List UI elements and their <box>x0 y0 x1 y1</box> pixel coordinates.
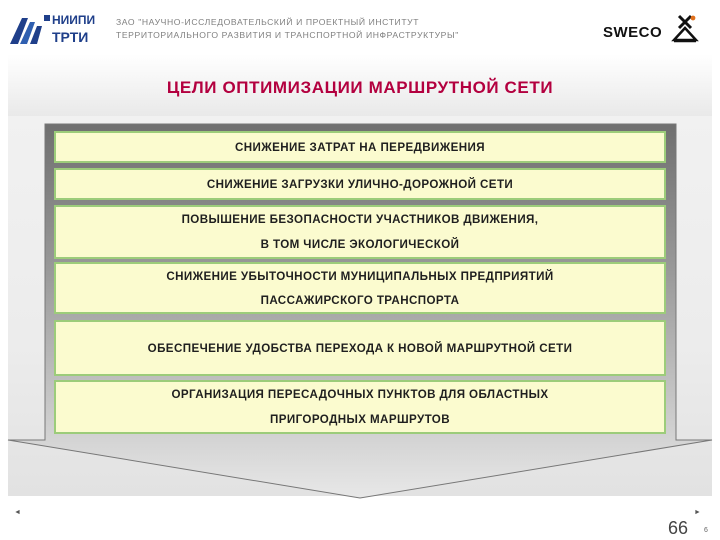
goal-text: СНИЖЕНИЕ УБЫТОЧНОСТИ МУНИЦИПАЛЬНЫХ ПРЕДПРИЯТИЙ <box>166 269 554 283</box>
page-number: 66 <box>668 518 689 538</box>
goal-text: ПАССАЖИРСКОГО ТРАНСПОРТА <box>260 293 460 307</box>
next-slide-icon[interactable]: ► <box>694 509 701 516</box>
organization-line-2: ТЕРРИТОРИАЛЬНОГО РАЗВИТИЯ И ТРАНСПОРТНОЙ ИНФРАСТРУКТУРЫ" <box>116 30 459 40</box>
previous-slide-icon[interactable]: ◄ <box>14 509 21 516</box>
slide-title: ЦЕЛИ ОПТИМИЗАЦИИ МАРШРУТНОЙ СЕТИ <box>166 78 554 97</box>
goal-box <box>54 320 666 376</box>
sweco-logo-text: SWECO <box>603 24 663 41</box>
goal-text: ОБЕСПЕЧЕНИЕ УДОБСТВА ПЕРЕХОДА К НОВОЙ МАРШРУТНОЙ СЕТИ <box>147 341 573 355</box>
logo-top-text: НИИПИ <box>52 13 96 27</box>
goal-text: СНИЖЕНИЕ ЗАТРАТ НА ПЕРЕДВИЖЕНИЯ <box>234 140 485 154</box>
goal-box <box>54 131 666 163</box>
goal-text: ПРИГОРОДНЫХ МАРШРУТОВ <box>269 413 450 426</box>
goal-box <box>54 168 666 200</box>
goal-text: В ТОМ ЧИСЛЕ ЭКОЛОГИЧЕСКОЙ <box>260 238 460 251</box>
goal-box <box>54 262 666 314</box>
goal-box <box>54 205 666 259</box>
goal-text: ПОВЫШЕНИЕ БЕЗОПАСНОСТИ УЧАСТНИКОВ ДВИЖЕНИЯ, <box>181 213 539 226</box>
logo-bottom-text: ТРТИ <box>52 29 89 45</box>
organization-line-1: ЗАО "НАУЧНО-ИССЛЕДОВАТЕЛЬСКИЙ И ПРОЕКТНЫЙ ИНСТИТУТ <box>116 17 420 27</box>
goal-text: ОРГАНИЗАЦИЯ ПЕРЕСАДОЧНЫХ ПУНКТОВ ДЛЯ ОБЛАСТНЫХ <box>171 388 549 401</box>
goal-box <box>54 380 666 434</box>
goal-text: СНИЖЕНИЕ ЗАГРУЗКИ УЛИЧНО-ДОРОЖНОЙ СЕТИ <box>206 177 514 191</box>
page-number-small: 6 <box>704 527 708 534</box>
